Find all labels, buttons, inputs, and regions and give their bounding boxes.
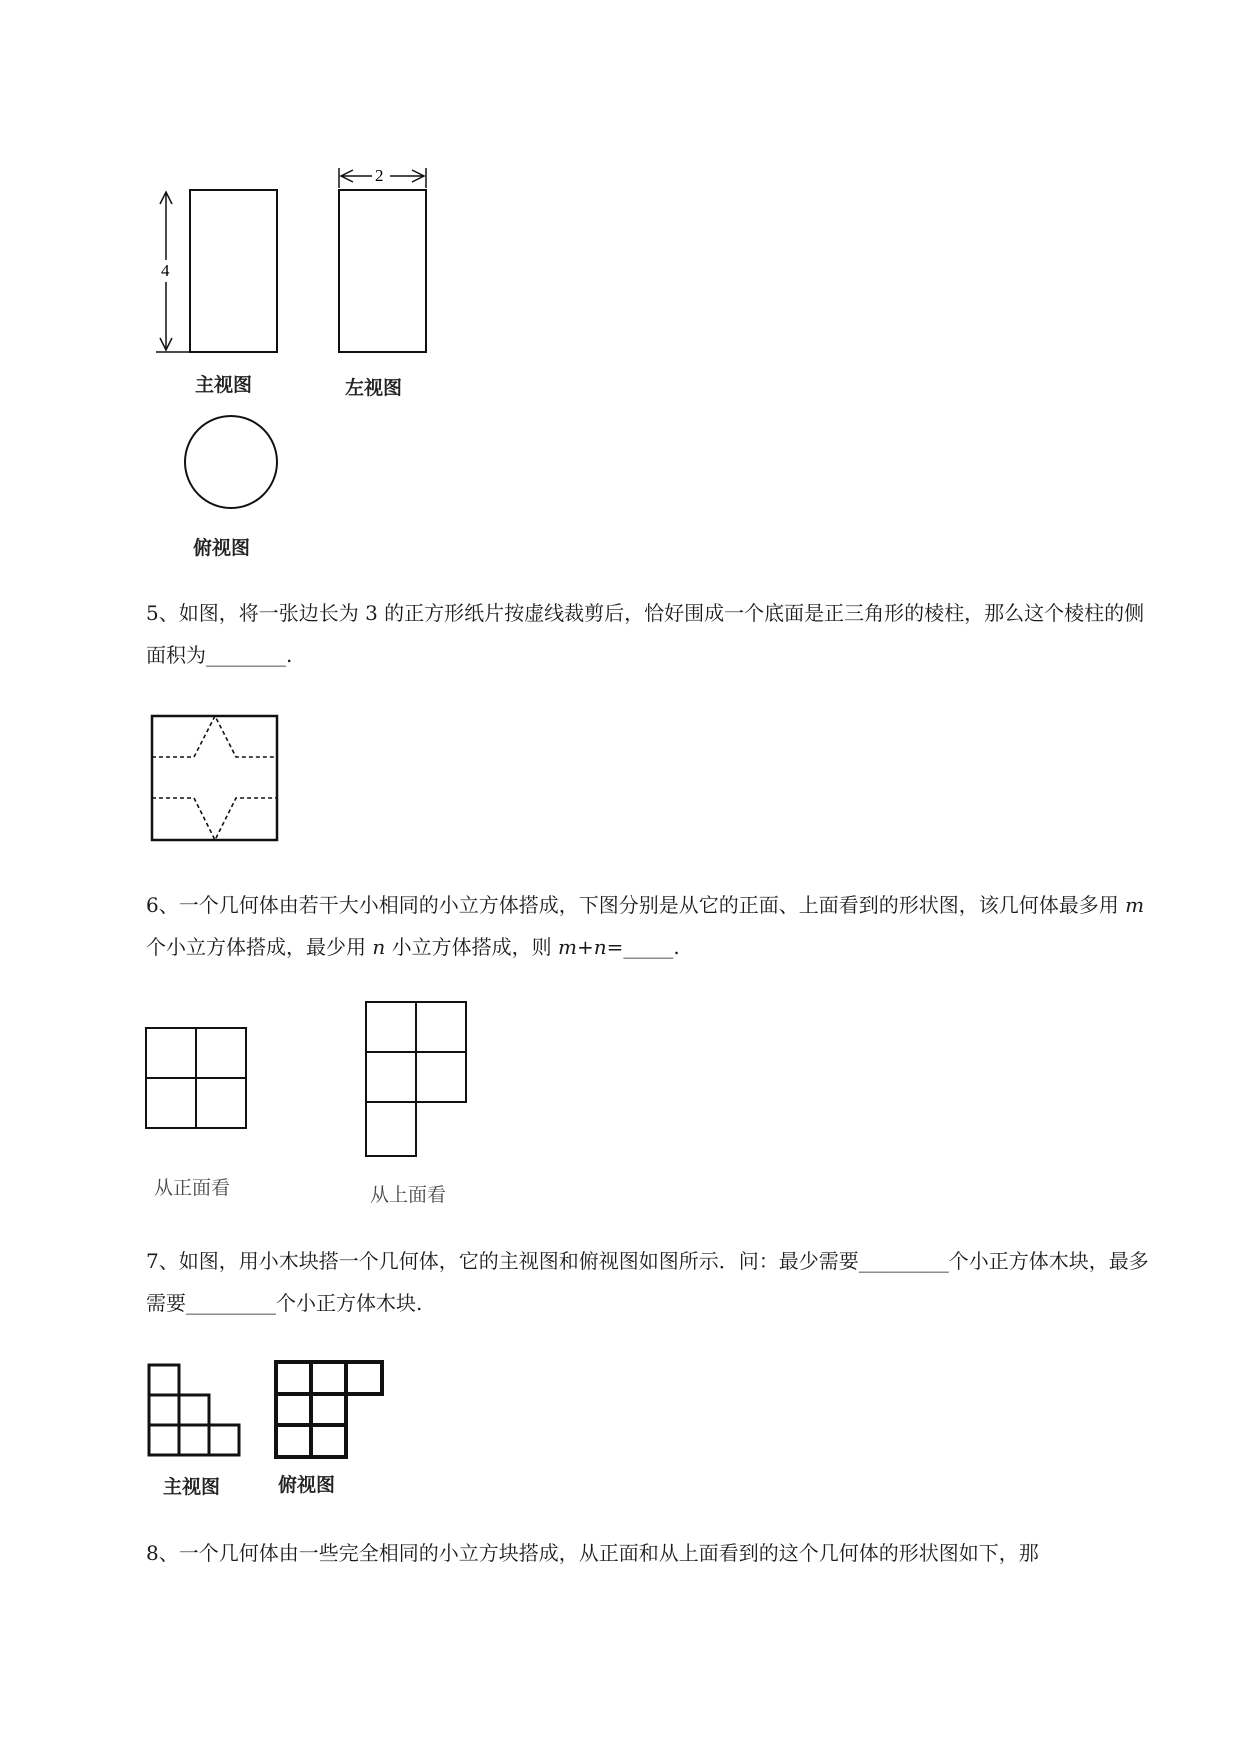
dashed-cut-top: [152, 716, 277, 757]
question-5-text: 5、如图，将一张边长为 3 的正方形纸片按虚线裁剪后，恰好围成一个底面是正三角形的棱柱，那么这个棱柱的侧面积为________.: [146, 601, 1145, 667]
front-view-caption: 主视图: [195, 374, 253, 396]
q6-var-m: m: [1125, 893, 1145, 917]
question-8-text: 8、一个几何体由一些完全相同的小立方块搭成，从正面和从上面看到的这个几何体的形状图如下，那: [146, 1541, 1039, 1565]
square-paper-figure: [148, 712, 284, 844]
top-view-figure: [180, 412, 285, 517]
question-7-text: 7、如图，用小木块搭一个几何体，它的主视图和俯视图如图所示．问：最少需要_________个小正方体木块，最多需要_________个小正方体木块.: [146, 1249, 1149, 1315]
question-6-text: [146, 884, 1156, 968]
q7-front-view-grid: [146, 1362, 246, 1462]
q7-front-caption: 主视图: [163, 1476, 221, 1498]
q6-text-part-2: 个小立方体搭成，最少用: [146, 935, 373, 959]
q6-top-view-grid: [364, 1000, 470, 1158]
height-label: 4: [161, 261, 170, 280]
q6-var-n2: n: [593, 935, 607, 959]
left-view-rect: [339, 190, 426, 352]
q7-top-view-grid: [272, 1358, 388, 1462]
top-view-caption: 俯视图: [193, 537, 251, 559]
top-view-circle: [185, 416, 277, 508]
q6-front-view-grid: [144, 1026, 250, 1132]
front-view-rect: [190, 190, 277, 352]
q6-text-part-1: 6、一个几何体由若干大小相同的小立方体搭成，下图分别是从它的正面、上面看到的形状图，该几何体最多用: [146, 893, 1126, 917]
q7-top-caption: 俯视图: [278, 1474, 336, 1496]
q6-front-caption: 从正面看: [154, 1177, 231, 1199]
q6-top-caption: 从上面看: [370, 1184, 447, 1206]
q6-plus: +: [576, 935, 594, 959]
dashed-cut-bottom: [152, 798, 277, 840]
q6-text-tail: =_____.: [606, 935, 680, 959]
q6-text-part-3: 小立方体搭成，则: [385, 935, 558, 959]
left-view-caption: 左视图: [345, 377, 403, 399]
three-view-figure: [150, 160, 450, 390]
q6-var-m2: m: [557, 935, 577, 959]
width-label: 2: [375, 166, 384, 185]
q6-var-n: n: [372, 935, 386, 959]
square-paper-outline: [152, 716, 277, 840]
